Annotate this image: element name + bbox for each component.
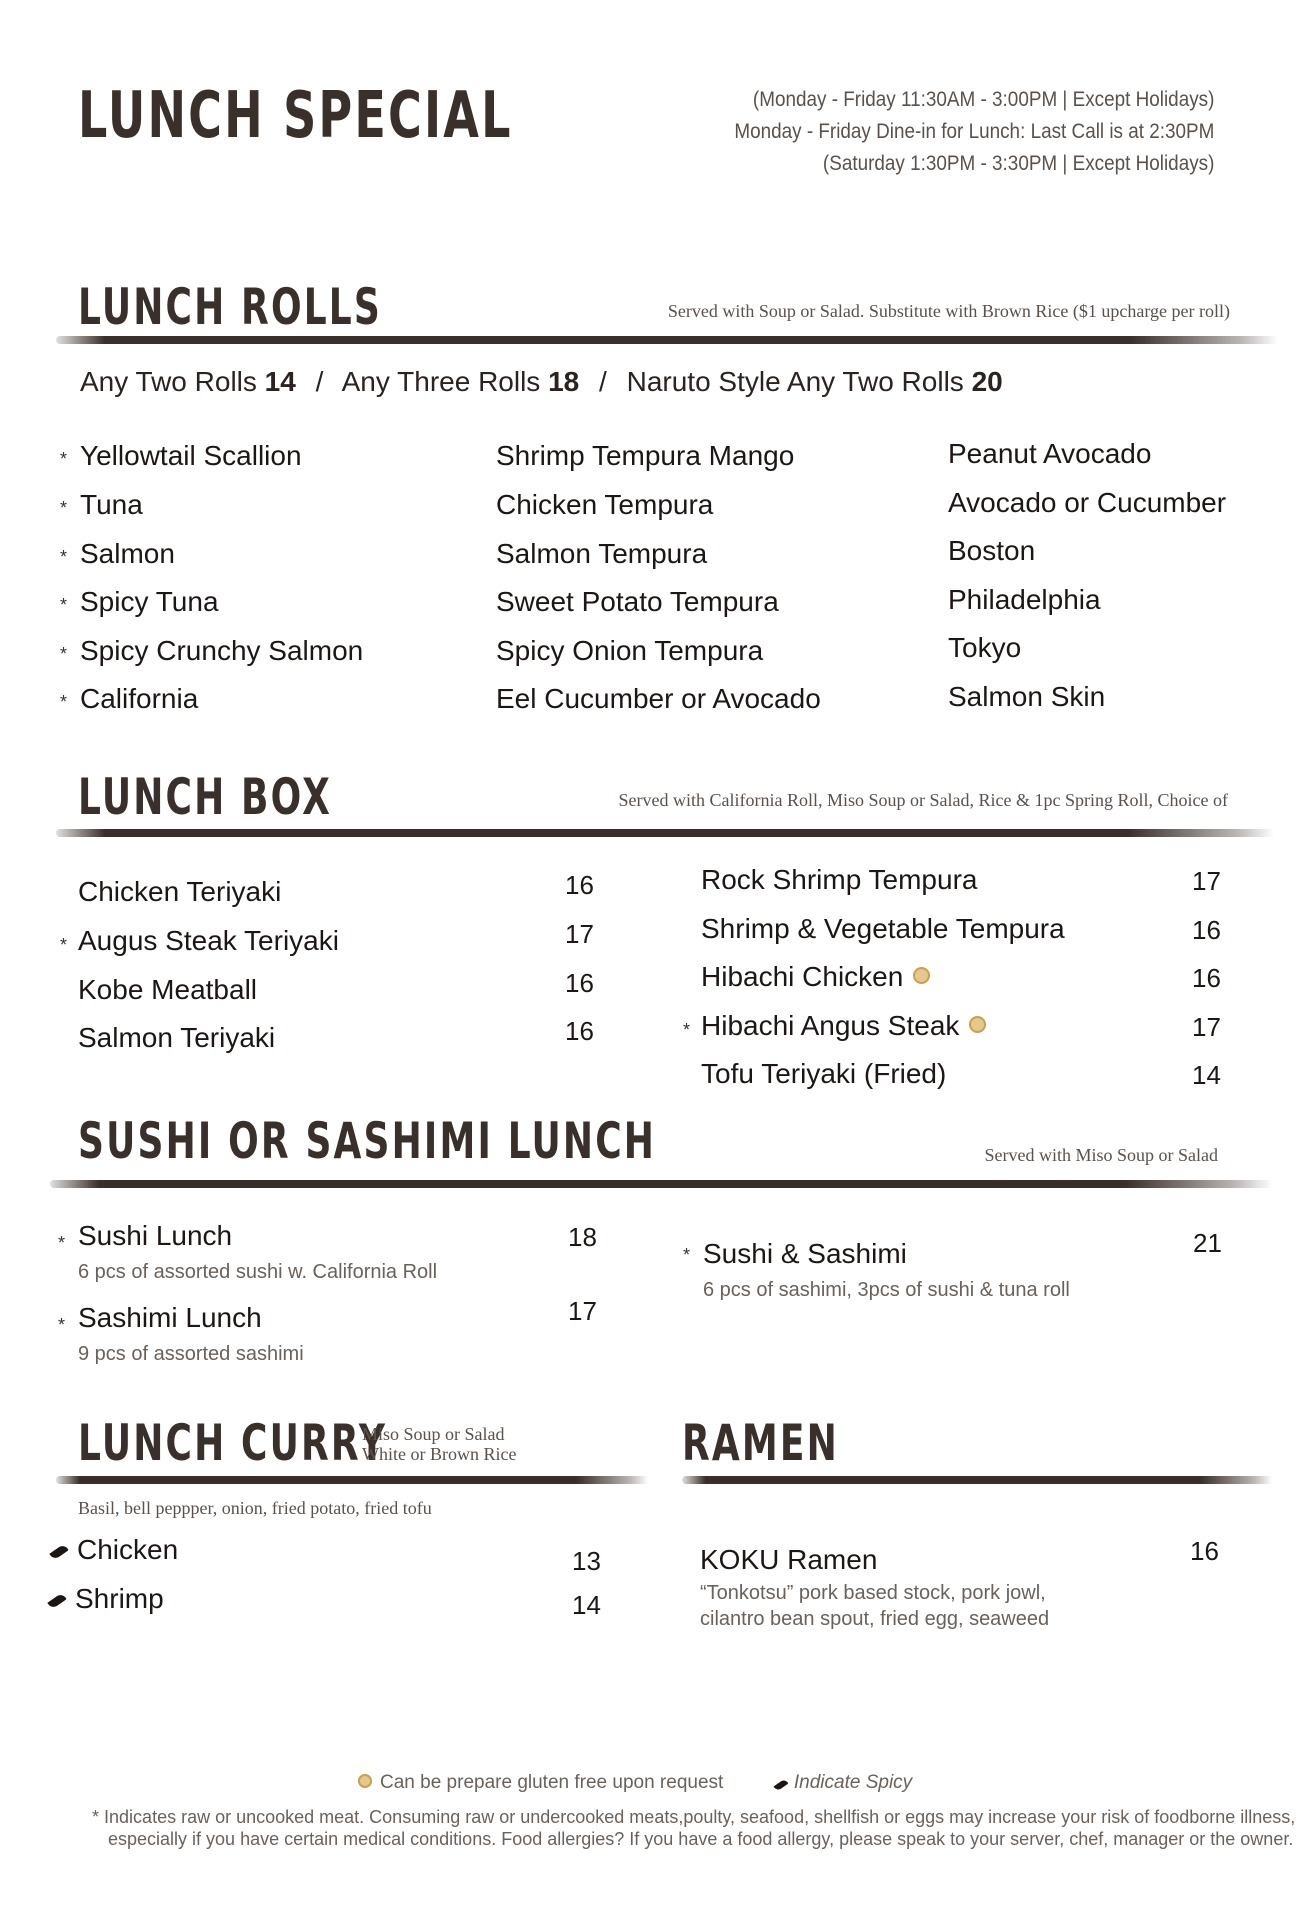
item-price: 17: [565, 919, 594, 949]
lunch-box-title: LUNCH BOX: [78, 768, 333, 826]
raw-star-icon: *: [60, 692, 68, 712]
list-item: Peanut Avocado: [948, 438, 1152, 469]
raw-star-icon: *: [60, 595, 68, 615]
list-item: Sweet Potato Tempura: [496, 586, 779, 617]
list-item: Philadelphia: [948, 584, 1101, 615]
lunch-box-left: Chicken Teriyaki 16 * Augus Steak Teriyaki 17 Kobe Meatball 16 Salmon Teriyaki 16: [60, 870, 594, 1053]
item-price: 13: [572, 1546, 601, 1576]
raw-star-icon: *: [60, 644, 68, 664]
item-description: 6 pcs of assorted sushi w. California Roll: [78, 1261, 438, 1283]
lunch-box-note: Served with California Roll, Miso Soup or Salad, Rice & 1pc Spring Roll, Choice of: [618, 790, 1228, 810]
disclaimer: [92, 1806, 1295, 1850]
raw-star-icon: *: [60, 547, 68, 567]
item-description: “Tonkotsu” pork based stock, pork jowl, cilantro bean spout, fried egg, seaweed: [700, 1582, 1050, 1630]
ramen-divider: [682, 1476, 1272, 1484]
raw-star-icon: *: [60, 449, 68, 469]
item-price: 17: [1192, 866, 1221, 896]
raw-star-icon: *: [58, 1315, 66, 1335]
pricing-label: Naruto Style Any Two Rolls: [626, 366, 964, 397]
raw-star-icon: *: [58, 1233, 66, 1253]
pricing-value: 18: [548, 366, 580, 397]
item-price: 21: [1193, 1228, 1222, 1258]
item-price: 16: [565, 968, 594, 998]
lunch-rolls-divider: [56, 336, 1278, 344]
raw-star-icon: *: [683, 1020, 691, 1040]
gluten-free-icon: [913, 967, 930, 984]
lunch-curry-note: [362, 1424, 516, 1464]
hours-line-1: (Monday - Friday 11:30AM - 3:00PM | Except Holidays): [752, 88, 1214, 111]
footer-legend: [358, 1772, 912, 1794]
sushi-lunch-left: * Sushi Lunch 18 6 pcs of assorted sushi w. California Roll * Sashimi Lunch 17 9 pcs of assorted sashimi: [58, 1220, 597, 1365]
list-item: Avocado or Cucumber: [948, 487, 1227, 518]
pricing-value: 20: [971, 366, 1003, 397]
lunch-rolls-note: Served with Soup or Salad. Substitute with Brown Rice ($1 upcharge per roll): [667, 301, 1230, 321]
list-item: Shrimp Tempura Mango: [496, 440, 795, 471]
lunch-box-divider: [56, 829, 1274, 837]
item-price: 16: [1192, 915, 1221, 945]
chili-pepper-icon: [49, 1544, 68, 1561]
list-item: Tokyo: [948, 632, 1022, 663]
ramen-title: RAMEN: [682, 1414, 839, 1472]
lunch-curry-title: LUNCH CURRY: [78, 1414, 388, 1472]
item-price: 14: [1192, 1060, 1221, 1090]
list-item: Salmon Tempura: [496, 538, 708, 569]
item-price: 16: [565, 1016, 594, 1046]
list-item: Salmon Skin: [948, 681, 1106, 712]
gluten-free-icon: [358, 1774, 372, 1788]
lunch-hours: [681, 84, 1214, 180]
sushi-lunch-title: SUSHI OR SASHIMI LUNCH: [78, 1112, 657, 1170]
rolls-column-1: * Yellowtail Scallion * Tuna * Salmon * Spicy Tuna * Spicy Crunchy Salmon * California: [60, 440, 364, 714]
item-price: 17: [1192, 1012, 1221, 1042]
item-price: 16: [1192, 963, 1221, 993]
disclaimer-line-1: Indicates raw or uncooked meat. Consuming raw or undercooked meats,poulty, seafood, shellfish or eggs may increase your risk of foodborne illness,: [104, 1807, 1296, 1827]
list-item: Boston: [948, 535, 1036, 566]
sushi-lunch-note: Served with Miso Soup or Salad: [984, 1145, 1218, 1165]
pricing-label: Any Three Rolls: [341, 366, 541, 397]
page-title: LUNCH SPECIAL: [78, 79, 513, 153]
item-price: 14: [572, 1590, 601, 1620]
gluten-free-icon: [969, 1016, 986, 1033]
pricing-value: 14: [264, 366, 296, 397]
gluten-free-legend: Can be prepare gluten free upon request: [380, 1772, 724, 1793]
curry-description: Basil, bell peppper, onion, fried potato, fried tofu: [78, 1498, 432, 1518]
list-item: Chicken Tempura: [496, 489, 714, 520]
menu-item: KOKU Ramen: [700, 1544, 878, 1575]
rolls-pricing: [80, 366, 1003, 398]
list-item: Spicy Onion Tempura: [496, 635, 764, 666]
pricing-separator: /: [315, 366, 324, 397]
item-description: 9 pcs of assorted sashimi: [78, 1343, 304, 1365]
raw-star-icon: *: [60, 498, 68, 518]
lunch-curry-divider: [56, 1476, 648, 1484]
item-description: 6 pcs of sashimi, 3pcs of sushi & tuna roll: [703, 1279, 1070, 1301]
curry-note-line-2: White or Brown Rice: [362, 1444, 517, 1464]
lunch-box-right: Rock Shrimp Tempura 17 Shrimp & Vegetable Tempura 16 Hibachi Chicken 16 * Hibachi Angus Steak 17 Tofu Teriyaki (Fried) 14: [683, 864, 1221, 1090]
rolls-column-3: [948, 440, 1278, 730]
rolls-column-2: [496, 442, 896, 732]
spicy-legend: Indicate Spicy: [793, 1772, 913, 1793]
item-price: 18: [568, 1222, 597, 1252]
hours-line-2: Monday - Friday Dine-in for Lunch: Last Call is at 2:30PM: [733, 120, 1214, 143]
sushi-lunch-right: * Sushi & Sashimi 21 6 pcs of sashimi, 3pcs of sushi & tuna roll: [683, 1228, 1222, 1301]
disclaimer-line-2: especially if you have certain medical conditions. Food allergies? If you have a food allergy, please speak to your server, chef, manager or the owner.: [108, 1829, 1294, 1849]
raw-star-icon: *: [60, 935, 68, 955]
item-price: 16: [1190, 1536, 1219, 1566]
chili-pepper-icon: [47, 1593, 66, 1610]
ramen-items: [700, 1536, 1240, 1646]
hours-line-3: (Saturday 1:30PM - 3:30PM | Except Holidays): [822, 152, 1214, 175]
pricing-separator: /: [599, 366, 607, 397]
pricing-label: Any Two Rolls: [80, 366, 257, 397]
raw-star-icon: *: [92, 1807, 100, 1827]
item-price: 16: [565, 870, 594, 900]
raw-star-icon: *: [683, 1245, 691, 1265]
curry-note-line-1: Miso Soup or Salad: [362, 1424, 505, 1444]
sushi-lunch-divider: [50, 1180, 1272, 1188]
item-price: 17: [568, 1296, 597, 1326]
chili-pepper-icon: [773, 1779, 788, 1792]
lunch-curry-items: Chicken 13 Shrimp 14: [50, 1536, 610, 1636]
lunch-rolls-title: LUNCH ROLLS: [78, 278, 382, 336]
list-item: Eel Cucumber or Avocado: [496, 683, 821, 714]
